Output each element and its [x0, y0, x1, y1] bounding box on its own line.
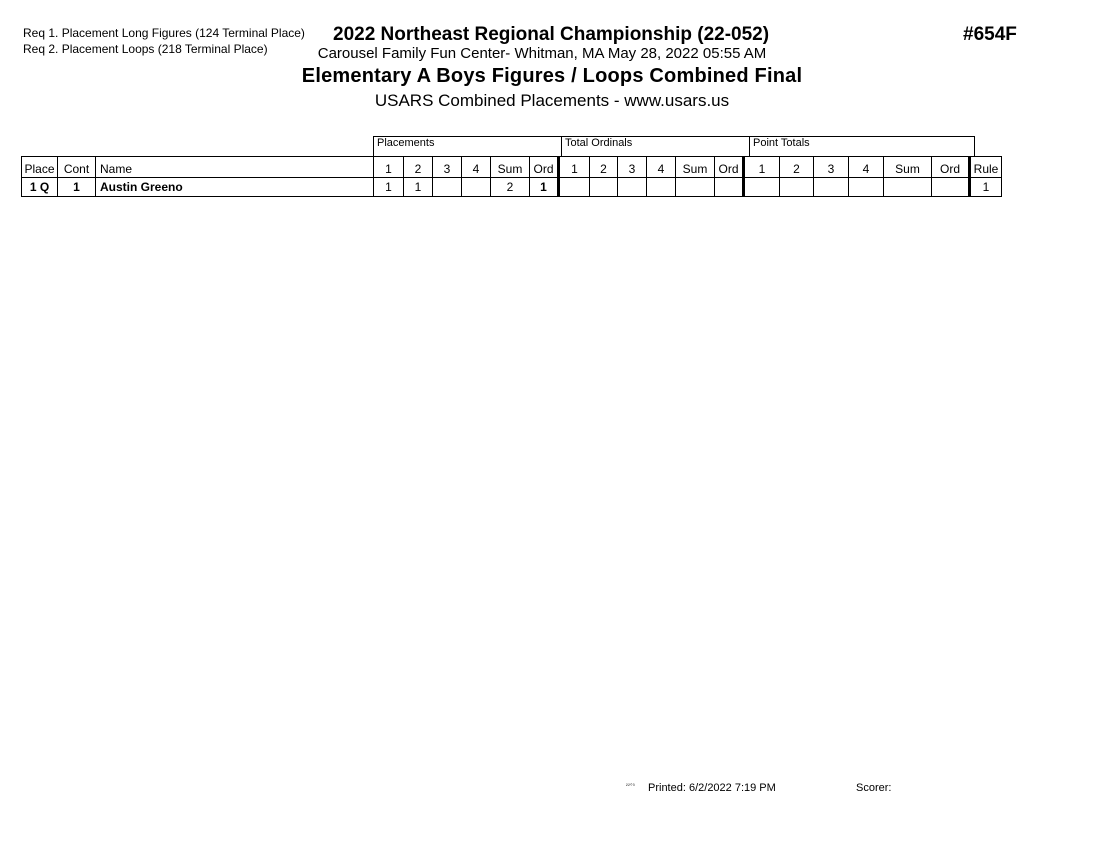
col-placement-1: 1: [374, 157, 404, 178]
cell-ordinal-2: [590, 178, 618, 197]
cell-ordinal-4: [647, 178, 676, 197]
cell-points-sum: [884, 178, 932, 197]
group-header-placements: Placements: [373, 136, 562, 156]
footer-code: ²²⁰³: [626, 783, 635, 789]
col-ordinal-2: 2: [590, 157, 618, 178]
cell-place: 1 Q: [22, 178, 58, 197]
competition-subtitle: USARS Combined Placements - www.usars.us: [374, 91, 730, 110]
table-row: [22, 178, 1002, 197]
cell-placement-sum: 2: [491, 178, 530, 197]
requirement-1: Req 1. Placement Long Figures (124 Terminal Place): [23, 26, 305, 40]
col-placement-sum: Sum: [491, 157, 530, 178]
cell-placement-4: [462, 178, 491, 197]
col-place: Place: [22, 157, 58, 178]
requirement-2: Req 2. Placement Loops (218 Terminal Place): [23, 42, 268, 56]
col-points-ord: Ord: [932, 157, 970, 178]
cell-points-ord: [932, 178, 970, 197]
col-ordinal-3: 3: [618, 157, 647, 178]
cell-ordinal-ord: [715, 178, 744, 197]
cell-ordinal-1: [559, 178, 590, 197]
col-placement-ord: Ord: [530, 157, 559, 178]
col-rule: Rule: [970, 157, 1002, 178]
cell-points-4: [849, 178, 884, 197]
col-points-4: 4: [849, 157, 884, 178]
venue-line: Carousel Family Fun Center- Whitman, MA May 28, 2022 05:55 AM: [317, 45, 767, 62]
col-ordinal-ord: Ord: [715, 157, 744, 178]
col-name: Name: [96, 157, 374, 178]
cell-ordinal-sum: [676, 178, 715, 197]
cell-ordinal-3: [618, 178, 647, 197]
cell-name: Austin Greeno: [96, 178, 374, 197]
table-header-row: [22, 157, 1002, 178]
group-header-total-ordinals: Total Ordinals: [561, 136, 750, 156]
cell-points-1: [744, 178, 780, 197]
col-points-2: 2: [780, 157, 814, 178]
event-title: 2022 Northeast Regional Championship (22-052): [333, 24, 770, 45]
col-ordinal-4: 4: [647, 157, 676, 178]
col-ordinal-sum: Sum: [676, 157, 715, 178]
col-points-1: 1: [744, 157, 780, 178]
col-cont: Cont: [58, 157, 96, 178]
group-header-point-totals: Point Totals: [749, 136, 975, 156]
col-placement-2: 2: [404, 157, 433, 178]
scorer-label: Scorer:: [856, 782, 892, 794]
cell-placement-ord: 1: [530, 178, 559, 197]
col-points-3: 3: [814, 157, 849, 178]
event-number: #654F: [963, 24, 1017, 45]
cell-placement-2: 1: [404, 178, 433, 197]
col-ordinal-1: 1: [559, 157, 590, 178]
results-table: [21, 156, 1002, 197]
col-placement-3: 3: [433, 157, 462, 178]
cell-cont: 1: [58, 178, 96, 197]
col-placement-4: 4: [462, 157, 491, 178]
col-points-sum: Sum: [884, 157, 932, 178]
competition-title: Elementary A Boys Figures / Loops Combined Final: [301, 65, 803, 87]
cell-placement-1: 1: [374, 178, 404, 197]
cell-points-3: [814, 178, 849, 197]
printed-date: Printed: 6/2/2022 7:19 PM: [648, 782, 776, 794]
cell-points-2: [780, 178, 814, 197]
cell-placement-3: [433, 178, 462, 197]
cell-rule: 1: [970, 178, 1002, 197]
